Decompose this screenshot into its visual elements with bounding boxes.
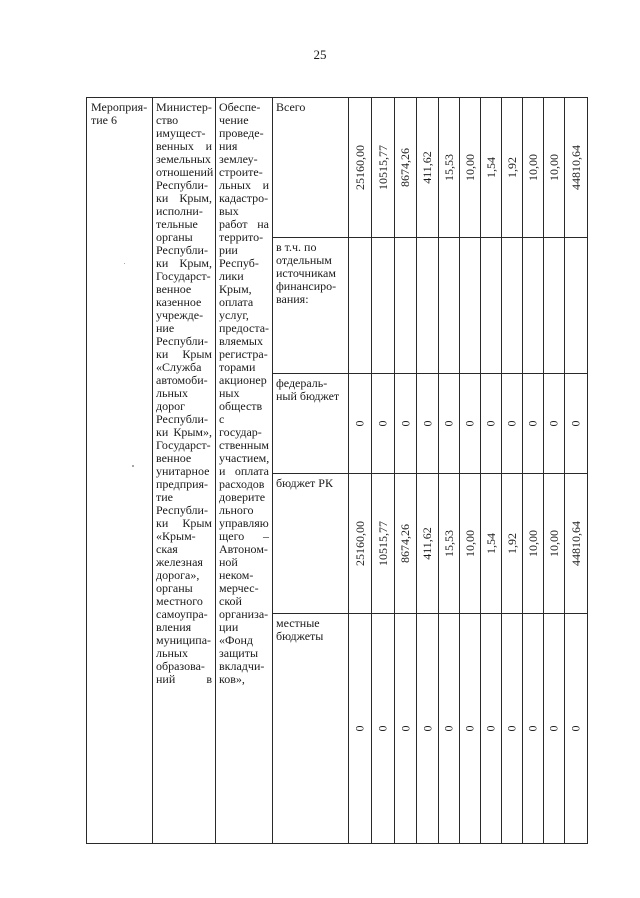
amount-value: 0 (504, 725, 519, 732)
amount-box (523, 375, 543, 473)
amount-value: 10,00 (462, 530, 477, 557)
amount-cell (372, 614, 395, 844)
amount-box (372, 239, 394, 373)
amount-box (395, 475, 416, 613)
amount-value: 10515,77 (375, 521, 390, 566)
goal-line: льных и (219, 178, 269, 192)
goal-line: регистра- (219, 347, 268, 361)
amount-value: 0 (568, 420, 583, 427)
amount-box (544, 615, 564, 843)
goal-line: оплата (219, 295, 254, 309)
amount-box (481, 99, 501, 237)
amount-cell (349, 374, 372, 474)
amount-box (417, 615, 438, 843)
goal-line: террито- (219, 230, 264, 244)
amount-cell (523, 238, 544, 374)
executor-line: имущест- (156, 126, 206, 140)
executor-line: Республи- (156, 503, 208, 517)
amount-cell (565, 614, 588, 844)
amount-cell (349, 474, 372, 614)
executor-line: ство (156, 113, 179, 127)
executor-line: предприя- (156, 477, 209, 491)
amount-value: 8674,26 (398, 148, 412, 187)
executor-line: самоупра- (156, 607, 208, 621)
executor-line: Государст- (156, 438, 211, 452)
amount-box (460, 475, 480, 613)
amount-cell (417, 238, 439, 374)
amount-cell (372, 474, 395, 614)
executor-cell (153, 98, 216, 844)
goal-line: Респуб- (219, 256, 259, 270)
goal-line: обществ (219, 399, 263, 413)
executor-line: ний в (156, 672, 212, 686)
amount-cell (544, 98, 565, 238)
goal-line: проведе- (219, 126, 264, 140)
amount-value: 0 (483, 725, 498, 732)
executor-line: ки Крым», (156, 425, 212, 439)
amount-cell (544, 374, 565, 474)
amount-value: 0 (568, 725, 583, 732)
amount-box (502, 375, 522, 473)
amount-value: 411,62 (420, 527, 434, 560)
amount-cell (481, 374, 502, 474)
amount-cell (439, 374, 460, 474)
goal-line: участием, (219, 451, 270, 465)
funding-source-label: местные бюджеты (276, 616, 324, 643)
amount-cell (395, 614, 417, 844)
amount-box (439, 615, 459, 843)
amount-value: 25160,00 (352, 145, 367, 190)
executor-line: ки Крым (156, 516, 212, 530)
goal-line: организа- (219, 607, 269, 621)
goal-line: кадастро- (219, 191, 269, 205)
scan-speck (132, 465, 134, 467)
amount-box (565, 615, 587, 843)
amount-value: 411,62 (420, 151, 434, 184)
amount-box (544, 375, 564, 473)
amount-value: 0 (375, 725, 390, 732)
amount-box (372, 375, 394, 473)
executor-line: дорог (156, 399, 186, 413)
amount-cell (565, 238, 588, 374)
amount-box (395, 239, 416, 373)
executor-line: «Служба (156, 360, 202, 374)
executor-line: льных (156, 386, 188, 400)
amount-box (349, 239, 371, 373)
goal-line: Обеспе- (219, 100, 261, 114)
amount-cell (565, 98, 588, 238)
goal-line: и оплата (219, 464, 269, 478)
amount-cell (372, 238, 395, 374)
amount-value: 0 (483, 420, 498, 427)
amount-value: 0 (546, 420, 561, 427)
goal-line: расходов (219, 477, 265, 491)
amount-cell (523, 474, 544, 614)
amount-value: 15,53 (441, 154, 456, 181)
executor-line: ки Крым, (156, 256, 212, 270)
goal-line: землеу- (219, 152, 258, 166)
amount-cell (417, 474, 439, 614)
amount-box (544, 99, 564, 237)
goal-line: ния (219, 139, 238, 153)
goal-line: лики (219, 269, 244, 283)
funding-table (86, 97, 588, 844)
executor-line: венное (156, 282, 192, 296)
amount-cell (439, 98, 460, 238)
amount-box (395, 99, 416, 237)
amount-box (544, 475, 564, 613)
funding-source-label: федераль-ный бюджет (276, 376, 340, 403)
executor-line: Министер- (156, 100, 212, 114)
amount-cell (523, 614, 544, 844)
funding-source-label: бюджет РК (276, 476, 333, 490)
amount-value: 10,00 (462, 154, 477, 181)
page-number: 25 (313, 47, 327, 62)
goal-line: ции (219, 620, 239, 634)
amount-box (523, 239, 543, 373)
amount-value: 10,00 (525, 530, 540, 557)
executor-line: органы (156, 581, 193, 595)
amount-cell (372, 374, 395, 474)
amount-cell (439, 238, 460, 374)
goal-text (216, 98, 272, 686)
goal-line: ственным (219, 438, 269, 452)
amount-box (502, 99, 522, 237)
funding-source-cell (273, 238, 349, 374)
executor-line: венное (156, 451, 192, 465)
executor-line: ки Крым (156, 347, 212, 361)
amount-value: 0 (525, 420, 540, 427)
amount-box (502, 615, 522, 843)
amount-cell (523, 98, 544, 238)
amount-box (349, 99, 371, 237)
executor-line: ки Крым, (156, 191, 212, 205)
amount-cell (439, 474, 460, 614)
amount-cell (460, 374, 481, 474)
amount-box (439, 475, 459, 613)
executor-line: ние (156, 321, 175, 335)
goal-line: предоста- (219, 321, 270, 335)
amount-cell (417, 98, 439, 238)
funding-source-cell (273, 98, 349, 238)
amount-cell (395, 374, 417, 474)
amount-cell (349, 614, 372, 844)
amount-cell (544, 614, 565, 844)
amount-cell (417, 374, 439, 474)
amount-cell (481, 474, 502, 614)
amount-value: 1,54 (483, 157, 498, 178)
goal-line: с (219, 412, 225, 426)
executor-line: Республи- (156, 412, 208, 426)
amount-box (349, 475, 371, 613)
amount-value: 0 (462, 725, 477, 732)
amount-box (460, 239, 480, 373)
amount-box (395, 375, 416, 473)
amount-box (502, 239, 522, 373)
amount-box (565, 475, 587, 613)
executor-line: дорога», (156, 568, 200, 582)
amount-box (481, 475, 501, 613)
amount-cell (460, 98, 481, 238)
amount-cell (544, 238, 565, 374)
goal-line: ных (219, 386, 240, 400)
amount-box (460, 615, 480, 843)
amount-cell (544, 474, 565, 614)
funding-source-cell (273, 614, 349, 844)
goal-line: рии (219, 243, 238, 257)
goal-line: вкладчи- (219, 659, 265, 673)
goal-line: Автоном- (219, 542, 268, 556)
executor-line: образова- (156, 659, 205, 673)
goal-line: услуг, (219, 308, 249, 322)
amount-box (481, 239, 501, 373)
amount-value: 10,00 (546, 530, 561, 557)
amount-box (417, 239, 438, 373)
amount-box (481, 615, 501, 843)
amount-cell (565, 474, 588, 614)
amount-box (439, 375, 459, 473)
amount-value: 8674,26 (398, 524, 412, 563)
amount-cell (395, 238, 417, 374)
goal-line: управляю (219, 516, 269, 530)
executor-line: вления (156, 620, 192, 634)
executor-line: земельных (156, 152, 211, 166)
amount-value: 10,00 (525, 154, 540, 181)
executor-line: венных и (156, 139, 212, 153)
goal-line: вляемых (219, 334, 263, 348)
amount-value: 0 (504, 420, 519, 427)
amount-box (349, 375, 371, 473)
measure-cell (87, 98, 153, 844)
funding-source-label: в т.ч. по отдельным источникам финансиро-вания: (276, 240, 337, 306)
amount-cell (417, 614, 439, 844)
goal-line: неком- (219, 568, 254, 582)
amount-cell (439, 614, 460, 844)
amount-box (565, 375, 587, 473)
executor-text (153, 98, 215, 686)
amount-value: 44810,64 (568, 145, 583, 190)
executor-line: тие (156, 490, 173, 504)
amount-value: 10,00 (546, 154, 561, 181)
amount-box (395, 615, 416, 843)
executor-line: автомоби- (156, 373, 208, 387)
funding-source-cell (273, 474, 349, 614)
amount-value: 0 (398, 725, 412, 732)
goal-line: государ- (219, 425, 262, 439)
executor-line: органы (156, 230, 193, 244)
amount-cell (395, 98, 417, 238)
scan-speck (124, 263, 125, 264)
amount-cell (460, 614, 481, 844)
amount-value: 1,92 (504, 157, 519, 178)
amount-cell (565, 374, 588, 474)
amount-value: 0 (420, 725, 434, 732)
amount-cell (502, 614, 523, 844)
goal-cell (216, 98, 273, 844)
executor-line: унитарное (156, 464, 210, 478)
goal-line: ной (219, 555, 238, 569)
amount-value: 1,92 (504, 533, 519, 554)
amount-cell (502, 98, 523, 238)
goal-line: мерчес- (219, 581, 259, 595)
amount-cell (460, 474, 481, 614)
amount-cell (481, 614, 502, 844)
amount-box (565, 239, 587, 373)
executor-line: Республи- (156, 243, 208, 257)
measure-label: Мероприя-тие 6 (91, 100, 148, 127)
executor-line: казенное (156, 295, 202, 309)
amount-value: 1,54 (483, 533, 498, 554)
amount-box (523, 475, 543, 613)
amount-value: 15,53 (441, 530, 456, 557)
funding-source-cell (273, 374, 349, 474)
amount-value: 0 (462, 420, 477, 427)
amount-cell (481, 98, 502, 238)
amount-box (502, 475, 522, 613)
amount-value: 44810,64 (568, 521, 583, 566)
amount-box (417, 475, 438, 613)
amount-box (481, 375, 501, 473)
goal-line: доверите (219, 490, 266, 504)
executor-line: Республи- (156, 334, 208, 348)
amount-box (460, 99, 480, 237)
goal-line: работ на (219, 217, 269, 231)
goal-line: ской (219, 594, 242, 608)
amount-box (349, 615, 371, 843)
goal-line: щего – (219, 529, 269, 543)
goal-line: чение (219, 113, 249, 127)
amount-box (523, 99, 543, 237)
amount-value: 0 (398, 420, 412, 427)
goal-line: льного (219, 503, 254, 517)
executor-line: «Крым- (156, 529, 196, 543)
executor-line: отношений (156, 165, 214, 179)
executor-line: местного (156, 594, 203, 608)
goal-line: «Фонд (219, 633, 254, 647)
amount-box (417, 99, 438, 237)
executor-line: льных (156, 646, 188, 660)
executor-line: Республи- (156, 178, 208, 192)
amount-box (439, 239, 459, 373)
amount-cell (349, 98, 372, 238)
executor-line: тельные (156, 217, 198, 231)
amount-cell (502, 474, 523, 614)
amount-value: 25160,00 (352, 521, 367, 566)
funding-row (87, 98, 588, 238)
executor-line: муниципа- (156, 633, 212, 647)
funding-source-label: Всего (276, 100, 306, 114)
goal-line: Крым, (219, 282, 252, 296)
amount-cell (395, 474, 417, 614)
executor-line: исполни- (156, 204, 203, 218)
amount-value: 0 (375, 420, 390, 427)
amount-value: 0 (546, 725, 561, 732)
amount-cell (372, 98, 395, 238)
amount-value: 0 (420, 420, 434, 427)
amount-box (460, 375, 480, 473)
amount-box (565, 99, 587, 237)
goal-line: строите- (219, 165, 263, 179)
goal-line: вых (219, 204, 239, 218)
amount-cell (349, 238, 372, 374)
amount-value: 0 (352, 420, 367, 427)
amount-box (372, 99, 394, 237)
amount-box (544, 239, 564, 373)
goal-line: акционер (219, 373, 267, 387)
goal-line: торами (219, 360, 256, 374)
executor-line: Государст- (156, 269, 211, 283)
amount-value: 10515,77 (375, 145, 390, 190)
amount-cell (502, 238, 523, 374)
amount-value: 0 (525, 725, 540, 732)
amount-box (372, 475, 394, 613)
amount-box (417, 375, 438, 473)
amount-box (439, 99, 459, 237)
amount-cell (481, 238, 502, 374)
amount-value: 0 (352, 725, 367, 732)
amount-box (523, 615, 543, 843)
goal-line: ков», (219, 672, 245, 686)
executor-line: ская (156, 542, 178, 556)
goal-line: защиты (219, 646, 259, 660)
amount-cell (502, 374, 523, 474)
amount-box (372, 615, 394, 843)
executor-line: учрежде- (156, 308, 204, 322)
amount-value: 0 (441, 420, 456, 427)
amount-cell (523, 374, 544, 474)
amount-value: 0 (441, 725, 456, 732)
executor-line: железная (156, 555, 203, 569)
amount-cell (460, 238, 481, 374)
